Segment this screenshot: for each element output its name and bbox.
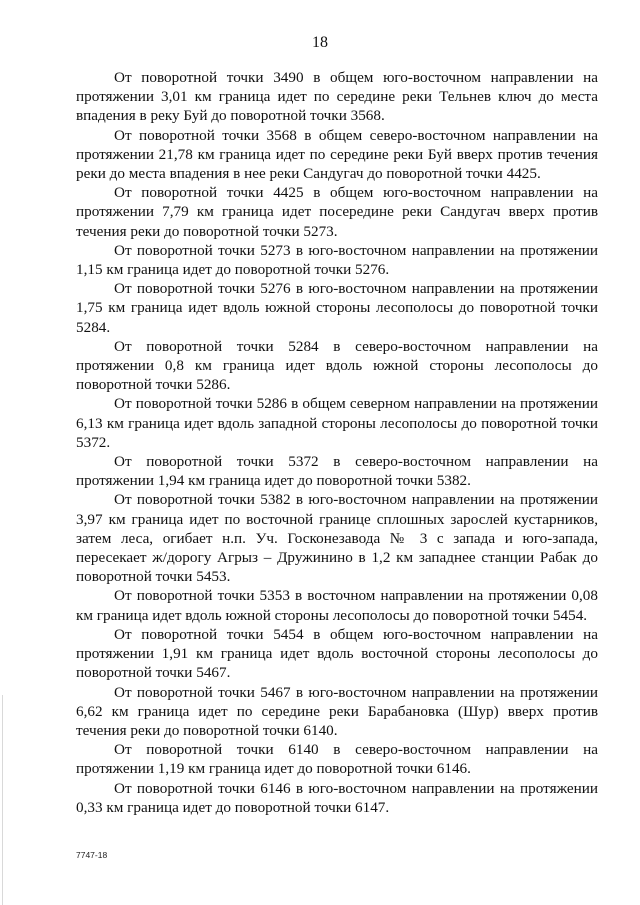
paragraph: От поворотной точки 5273 в юго-восточном направлении на протяжении 1,15 км граница идет до поворотной точки 5276. xyxy=(76,241,598,279)
paragraph: От поворотной точки 5286 в общем северном направлении на протяжении 6,13 км граница идет вдоль западной стороны лесополосы до поворотной точки 5372. xyxy=(76,395,598,451)
paragraph: От поворотной точки 5284 в северо-восточном направлении на протяжении 0,8 км граница идет вдоль южной стороны лесополосы до поворотной точки 5286. xyxy=(76,337,598,394)
paragraph: От поворотной точки 3490 в общем юго-восточном направлении на протяжении 3,01 км граница идет по середине реки Тельнев ключ до места впадения в реку Буй до поворотной точки 3568. xyxy=(76,69,598,125)
paragraph: От поворотной точки 5467 в юго-восточном направлении на протяжении 6,62 км граница идет по середине реки Барабановка (Шур) вверх против течения реки до поворотной точки 6140. xyxy=(76,683,598,739)
paragraph: От поворотной точки 5372 в северо-восточном направлении на протяжении 1,94 км граница идет до поворотной точки 5382. xyxy=(76,453,598,490)
page-number: 18 xyxy=(312,34,328,51)
paragraph: От поворотной точки 5382 в юго-восточном направлении на протяжении 3,97 км граница идет по восточной границе сплошных зарослей кустарников, затем леса, огибает н.п. Уч. Госконезавода № 3 с запада и юго-запада, пересекает ж/дорогу Агрыз – Дружинино в 1,2 км западнее станции Рабак до поворотной точки 5453. xyxy=(76,491,598,586)
document-code: 7747-18 xyxy=(76,850,108,860)
paragraph: От поворотной точки 6140 в северо-восточном направлении на протяжении 1,19 км граница идет до поворотной точки 6146. xyxy=(76,741,598,778)
paragraph: От поворотной точки 3568 в общем северо-восточном направлении на протяжении 21,78 км граница идет по середине реки Буй вверх против течения реки до места впадения в нее реки Сандугач до поворотной точки 4425. xyxy=(76,126,598,183)
document-body xyxy=(76,68,598,817)
scan-edge-line xyxy=(2,695,3,905)
paragraph: От поворотной точки 5353 в восточном направлении на протяжении 0,08 км граница идет вдоль южной стороны лесополосы до поворотной точки 5454. xyxy=(76,587,598,624)
paragraph: От поворотной точки 5454 в общем юго-восточном направлении на протяжении 1,91 км граница идет вдоль восточной стороны лесополосы до поворотной точки 5467. xyxy=(76,625,598,682)
paragraph: От поворотной точки 4425 в общем юго-восточном направлении на протяжении 7,79 км граница идет посередине реки Сандугач вверх против течения реки до поворотной точки 5273. xyxy=(76,184,598,240)
paragraph: От поворотной точки 5276 в юго-восточном направлении на протяжении 1,75 км граница идет вдоль южной стороны лесополосы до поворотной точки 5284. xyxy=(76,280,598,336)
paragraph: От поворотной точки 6146 в юго-восточном направлении на протяжении 0,33 км граница идет до поворотной точки 6147. xyxy=(76,779,598,816)
